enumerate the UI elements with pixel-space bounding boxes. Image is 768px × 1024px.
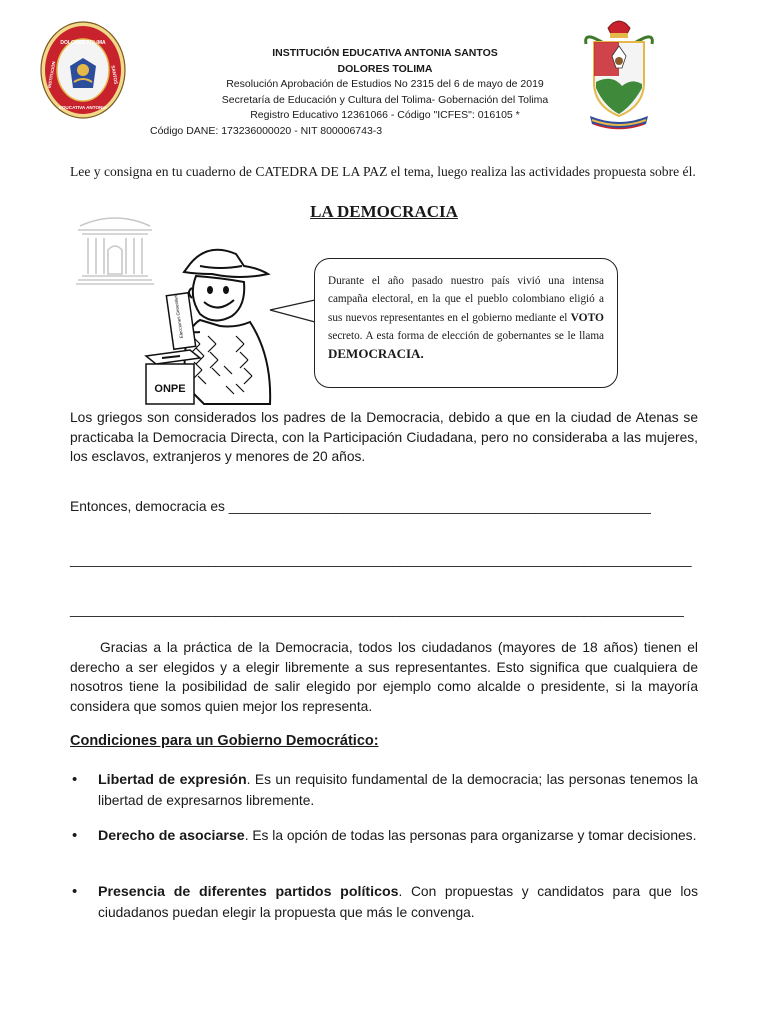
list-item-term: Derecho de asociarse	[98, 828, 245, 844]
fill-in-blank[interactable]: _______________________________________________________	[228, 499, 651, 514]
ballot-box-label: ONPE	[154, 383, 186, 395]
fill-in-blank[interactable]: ________________________________________________________________________________	[70, 602, 684, 617]
speech-bubble-text	[328, 272, 604, 364]
registry-line: Registro Educativo 12361066 - Código "ICFES": 016105 *	[250, 109, 520, 121]
speech-bubble-pointer	[268, 298, 320, 328]
list-item-text: . Es un requisito fundamental de la democracia; las personas tenemos la libertad de expresarnos libremente.	[98, 772, 698, 808]
dane-line: Código DANE: 173236000020 - NIT 800006743-3	[150, 124, 383, 137]
institution-header	[150, 46, 620, 139]
list-item-text: . Con propuestas y candidatos para que los ciudadanos puedan elegir la propuesta que más le convenga.	[98, 884, 698, 920]
coat-of-arms-logo	[582, 16, 656, 134]
list-item	[98, 882, 698, 922]
resolution-line: Resolución Aprobación de Estudios No 2315 del 6 de mayo de 2019	[226, 78, 544, 90]
list-item-term: Presencia de diferentes partidos políticos	[98, 884, 399, 900]
democracia-emphasis: DEMOCRACIA.	[328, 346, 424, 362]
conditions-heading: Condiciones para un Gobierno Democrático:	[70, 733, 379, 749]
practice-paragraph: Gracias a la práctica de la Democracia, todos los ciudadanos (mayores de 18 años) tienen el derecho a ser elegidos y a elegir libremente a sus representantes. Esto significa que cualquiera de nosotros tiene la posibilidad de salir elegido por ejemplo como alcalde o presidente, si la mayoría considera que somos quien mejor los representa.	[70, 640, 698, 714]
list-item-text: . Es la opción de todas las personas para organizarse y tomar decisiones.	[244, 828, 697, 843]
bullet-icon: •	[72, 827, 78, 844]
school-location: DOLORES TOLIMA	[337, 62, 433, 75]
secretariat-line: Secretaría de Educación y Cultura del Tolima- Gobernación del Tolima	[221, 93, 549, 106]
bubble-text-part: Durante el año pasado nuestro país vivió una intensa campaña electoral, en la que el pueblo colombiano eligió a sus nuevos representantes en el gobierno mediante el	[328, 275, 604, 324]
school-seal-logo	[40, 20, 126, 120]
intro-instruction: Lee y consigna en tu cuaderno de CATEDRA DE LA PAZ el tema, luego realiza las actividades propuesta sobre él.	[70, 164, 696, 179]
greeks-paragraph: Los griegos son considerados los padres de la Democracia, debido a que en la ciudad de Atenas se practicaba la Democracia Directa, con la Participación Ciudadana, pero no consideraba a las mujeres, los esclavos, extranjeros y menores de 20 años.	[70, 410, 698, 464]
bullet-icon: •	[72, 771, 78, 788]
seal-right-text: SANTOS	[110, 64, 119, 85]
seal-left-text: INSTITUCIÓN	[46, 61, 57, 89]
ballot-text: Elecciones Generales	[172, 294, 184, 339]
fill-in-blank[interactable]: _________________________________________________________________________________	[70, 552, 692, 567]
seal-top-text: DOLORES TOLIMA	[60, 40, 106, 46]
bubble-text-part: secreto. A esta forma de elección de gobernantes se le llama	[328, 329, 604, 342]
fill-in-prompt-label: Entonces, democracia es	[70, 499, 229, 514]
list-item	[98, 770, 698, 810]
school-name: INSTITUCIÓN EDUCATIVA ANTONIA SANTOS	[272, 47, 498, 59]
bullet-icon: •	[72, 883, 78, 900]
fill-in-prompt	[70, 497, 651, 516]
seal-bottom-text: EDUCATIVA ANTONIA	[59, 105, 107, 110]
voto-emphasis: VOTO	[570, 311, 604, 324]
page-title: LA DEMOCRACIA	[310, 202, 458, 221]
list-item-term: Libertad de expresión	[98, 772, 247, 788]
list-item	[98, 826, 698, 847]
